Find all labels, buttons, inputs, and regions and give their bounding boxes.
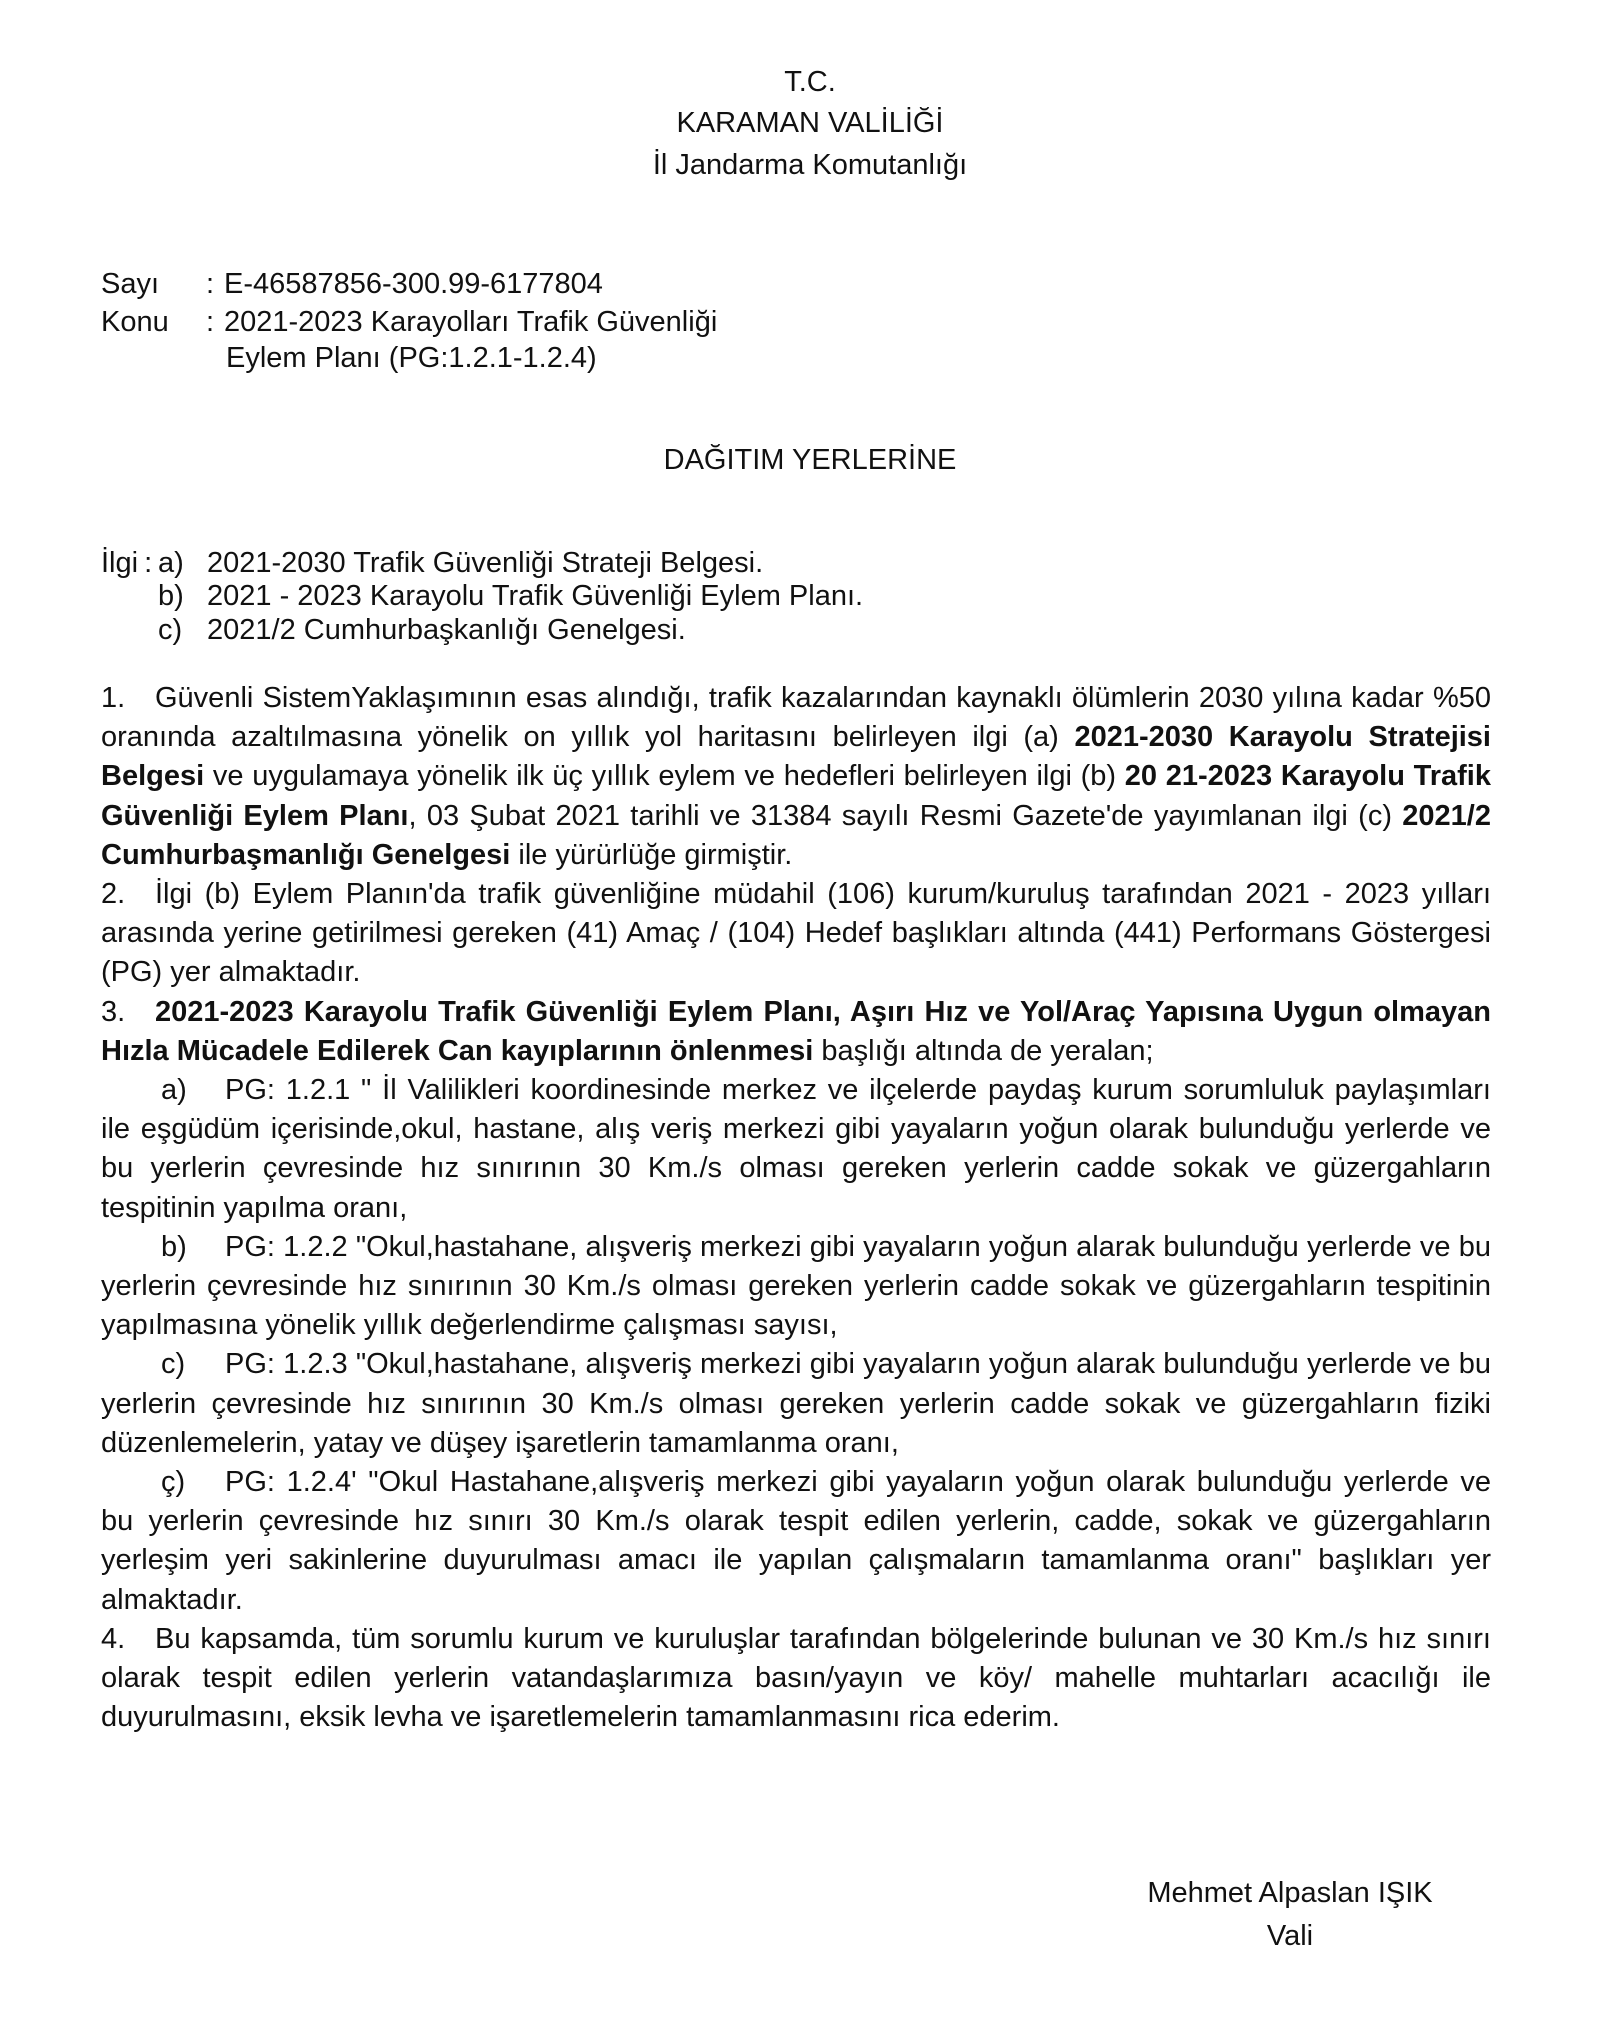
ilgi-label-text: İlgi xyxy=(101,547,139,579)
paragraph-2 xyxy=(101,875,1491,993)
meta-konu-colon: : xyxy=(206,306,215,338)
meta-sayi-label: Sayı xyxy=(101,268,160,300)
paragraph-4-number: 4. xyxy=(101,1622,126,1655)
paragraph-3c-text: PG: 1.2.3 "Okul,hastahane, alışveriş merkezi gibi yayaların yoğun alarak bulunduğu yerlerde ve bu yerlerin çevresinde hız sınırının 30 Km./s olması gereken yerlerin cadde sokak ve güzergahların fiziki düzenlemelerin, yatay ve düşey işaretlerin tamamlanma oranı, xyxy=(101,1348,1491,1459)
ilgi-text-c: 2021/2 Cumhurbaşkanlığı Genelgesi. xyxy=(207,614,686,646)
paragraph-3-number: 3. xyxy=(101,995,126,1028)
paragraph-3-bold: 2021-2023 Karayolu Trafik Güvenliği Eylem Planı, Aşırı Hız ve Yol/Araç Yapısına Uygun olmayan Hızla Mücadele Edilerek Can kayıplarının önlenmesi xyxy=(101,995,1491,1067)
meta-sayi-row xyxy=(101,265,603,303)
letter-body xyxy=(101,679,1491,1737)
paragraph-1-bold-3: 2021/2 Cumhurbaşmanlığı Genelgesi xyxy=(101,799,1491,871)
paragraph-3d-letter: ç) xyxy=(161,1466,186,1499)
paragraph-3c xyxy=(101,1345,1491,1463)
meta-sayi-colon: : xyxy=(206,268,215,300)
paragraph-1-text-2: ve uygulamaya yönelik ilk üç yıllık eylem ve hedefleri belirleyen ilgi (b) xyxy=(204,760,1125,793)
ilgi-text-b: 2021 - 2023 Karayolu Trafik Güvenliği Eylem Planı. xyxy=(207,580,864,612)
ilgi-label xyxy=(101,544,152,582)
paragraph-3 xyxy=(101,993,1491,1071)
paragraph-3b-letter: b) xyxy=(161,1230,187,1263)
paragraph-4 xyxy=(101,1620,1491,1738)
ilgi-text-a: 2021-2030 Trafik Güvenliği Strateji Belgesi. xyxy=(207,547,764,579)
meta-konu-label: Konu xyxy=(101,306,169,338)
meta-konu-row xyxy=(101,303,717,341)
paragraph-1-text-1: Güvenli SistemYaklaşımının esas alındığı, trafik kazalarından kaynaklı ölümlerin 2030 yılına kadar %50 oranında azaltılmasına yönelik on yıllık yol haritasını belirleyen ilgi (a) xyxy=(101,682,1491,754)
distribution-heading: DAĞITIM YERLERİNE xyxy=(663,444,957,476)
ilgi-letter-b: b) xyxy=(158,580,184,612)
header-governorship: KARAMAN VALİLİĞİ xyxy=(676,107,944,139)
paragraph-3a-text: PG: 1.2.1 " İl Valilikleri koordinesinde merkez ve ilçelerde paydaş kurum sorumluluk paylaşımları ile eşgüdüm içerisinde,okul, hastane, alış veriş merkezi gibi yayaların yoğun olarak bulunduğu yerlerde ve bu yerlerin çevresinde hız sınırının 30 Km./s olması gereken yerlerin cadde sokak ve güzergahların tespitinin yapılma oranı, xyxy=(101,1074,1491,1224)
paragraph-3d xyxy=(101,1463,1491,1620)
paragraph-1-bold-2: 20 21-2023 Karayolu Trafik Güvenliği Eylem Planı xyxy=(101,760,1491,832)
paragraph-3b-text: PG: 1.2.2 "Okul,hastahane, alışveriş merkezi gibi yayaların yoğun alarak bulunduğu yerlerde ve bu yerlerin çevresinde hız sınırının 30 Km./s olması gereken yerlerin cadde sokak ve güzergahların tespitinin yapılmasına yönelik yıllık değerlendirme çalışması sayısı, xyxy=(101,1230,1491,1342)
paragraph-3a xyxy=(101,1071,1491,1228)
paragraph-3a-letter: a) xyxy=(161,1074,187,1107)
paragraph-3b xyxy=(101,1228,1491,1346)
meta-sayi-value: E-46587856-300.99-6177804 xyxy=(224,268,603,300)
paragraph-1-text-4: ile yürürlüğe girmiştir. xyxy=(510,838,793,871)
paragraph-3-text: başlığı altında de yeralan; xyxy=(813,1034,1154,1067)
ilgi-colon: : xyxy=(144,547,153,579)
paragraph-3c-letter: c) xyxy=(161,1348,186,1381)
meta-konu-value-line1: 2021-2023 Karayolları Trafik Güvenliği xyxy=(224,306,718,338)
paragraph-4-text: Bu kapsamda, tüm sorumlu kurum ve kuruluşlar tarafından bölgelerinde bulunan ve 30 Km./s hız sınırı olarak tespit edilen yerlerin vatandaşlarımıza basın/yayın ve köy/ mahelle muhtarları acacılığı ile duyurulmasını, eksik levha ve işaretlemelerin tamamlanmasını rica ederim. xyxy=(101,1622,1491,1734)
meta-konu-value-line2: Eylem Planı (PG:1.2.1-1.2.4) xyxy=(226,342,597,374)
paragraph-1-text-3: , 03 Şubat 2021 tarihli ve 31384 sayılı Resmi Gazete'de yayımlanan ilgi (c) xyxy=(408,799,1403,832)
paragraph-1 xyxy=(101,679,1491,875)
header-tc: T.C. xyxy=(784,66,836,98)
paragraph-1-bold-1: 2021-2030 Karayolu Stratejisi Belgesi xyxy=(101,721,1491,793)
header-gendarmerie: İl Jandarma Komutanlığı xyxy=(652,149,968,181)
ilgi-letter-a: a) xyxy=(158,547,184,579)
ilgi-letter-c: c) xyxy=(158,614,183,646)
paragraph-3d-text: PG: 1.2.4' "Okul Hastahane,alışveriş merkezi gibi yayaların yoğun olarak bulunduğu yerlerde ve bu yerlerin çevresinde hız sınırı 30 Km./s olarak tespit edilen yerlerin, cadde, sokak ve güzergahların yerleşim yeri sakinlerine duyurulması amacı ile yapılan çalışmaların tamamlanma oranı" başlıkları yer almaktadır. xyxy=(101,1466,1491,1616)
paragraph-2-text: İlgi (b) Eylem Planın'da trafik güvenliğine müdahil (106) kurum/kuruluş tarafından 2021 - 2023 yılları arasında yerine getirilmesi gereken (41) Amaç / (104) Hedef başlıkları altında (441) Performans Göstergesi (PG) yer almaktadır. xyxy=(101,878,1491,989)
paragraph-1-number: 1. xyxy=(101,682,126,714)
paragraph-2-number: 2. xyxy=(101,878,126,911)
signature-name: Mehmet Alpaslan IŞIK xyxy=(1147,1877,1433,1909)
signature-title: Vali xyxy=(1266,1920,1314,1952)
